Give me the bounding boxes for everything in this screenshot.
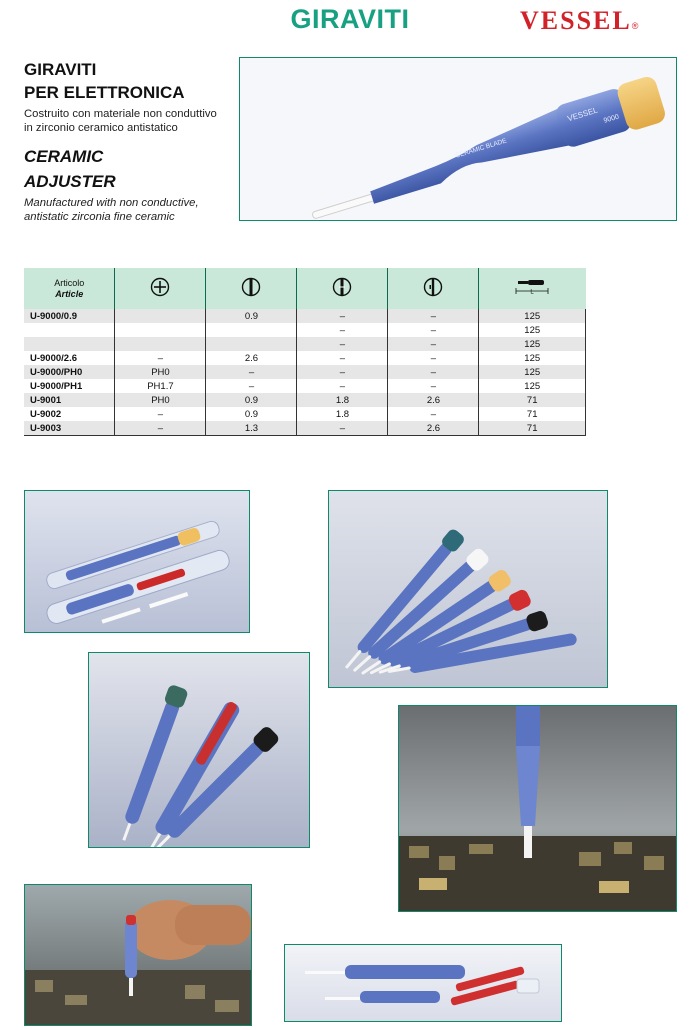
cell-slotted: – bbox=[206, 379, 297, 393]
cell-slotted: 1.3 bbox=[206, 421, 297, 436]
cell-phillips: PH1.7 bbox=[115, 379, 206, 393]
cell-phillips: – bbox=[115, 407, 206, 421]
cell-slotted bbox=[206, 323, 297, 337]
cell-article: U-9000/2.6 bbox=[24, 351, 115, 365]
length-column-header bbox=[479, 268, 586, 309]
product-photo-fan bbox=[328, 490, 608, 688]
cell-length: 125 bbox=[479, 337, 586, 351]
cell-slotted: – bbox=[206, 365, 297, 379]
phillips-column-header bbox=[115, 268, 206, 309]
handle-model-text: 9000 bbox=[602, 113, 620, 125]
cell-slotted-narrow: – bbox=[297, 323, 388, 337]
cell-slotted-thin: 2.6 bbox=[388, 421, 479, 436]
cell-phillips: – bbox=[115, 351, 206, 365]
cell-slotted-narrow: – bbox=[297, 421, 388, 436]
brand-name: VESSEL bbox=[520, 6, 632, 35]
cell-phillips: PH0 bbox=[115, 393, 206, 407]
description-english-line1: Manufactured with non conductive, bbox=[24, 197, 199, 209]
hero-product-photo bbox=[239, 57, 677, 221]
table-row bbox=[24, 365, 586, 379]
cell-slotted-narrow: – bbox=[297, 365, 388, 379]
cell-length: 125 bbox=[479, 323, 586, 337]
table-row bbox=[24, 379, 586, 393]
cell-slotted-thin: – bbox=[388, 323, 479, 337]
cell-slotted-thin: 2.6 bbox=[388, 393, 479, 407]
product-photo-three bbox=[88, 652, 310, 848]
cell-length: 125 bbox=[479, 379, 586, 393]
screwdriver-kit-illustration bbox=[285, 945, 561, 1021]
cell-slotted: 2.6 bbox=[206, 351, 297, 365]
table-row bbox=[24, 323, 586, 337]
three-screwdrivers-illustration bbox=[89, 653, 309, 847]
cell-article bbox=[24, 337, 115, 351]
screwdrivers-in-tubes-illustration bbox=[25, 491, 249, 632]
cell-article: U-9000/PH0 bbox=[24, 365, 115, 379]
hand-holding-screwdriver-illustration bbox=[25, 885, 251, 1025]
cell-slotted-narrow: – bbox=[297, 309, 388, 323]
slotted-narrow-tip-icon bbox=[332, 277, 352, 297]
slotted-thin-column-header bbox=[388, 268, 479, 309]
table-row bbox=[24, 337, 586, 351]
cell-slotted-thin: – bbox=[388, 351, 479, 365]
cell-article: U-9002 bbox=[24, 407, 115, 421]
product-photo-circuit-board bbox=[398, 705, 677, 912]
cell-slotted-narrow: – bbox=[297, 337, 388, 351]
description-italian-line1: Costruito con materiale non conduttivo bbox=[24, 108, 217, 120]
product-photo-tubes bbox=[24, 490, 250, 633]
length-label: L bbox=[530, 289, 535, 296]
page-title: GIRAVITI bbox=[290, 4, 410, 34]
ceramic-screwdriver-illustration bbox=[240, 58, 676, 220]
table-row bbox=[24, 393, 586, 407]
cell-slotted-narrow: – bbox=[297, 379, 388, 393]
article-header-it: Articolo bbox=[54, 277, 85, 288]
cell-phillips: PH0 bbox=[115, 365, 206, 379]
cell-phillips bbox=[115, 337, 206, 351]
product-photo-hand bbox=[24, 884, 252, 1026]
cell-slotted: 0.9 bbox=[206, 393, 297, 407]
table-row bbox=[24, 309, 586, 323]
cell-slotted: 0.9 bbox=[206, 309, 297, 323]
handle-brand-text: VESSEL bbox=[566, 105, 599, 124]
cell-slotted bbox=[206, 337, 297, 351]
cell-length: 71 bbox=[479, 393, 586, 407]
title-italian-line2: PER ELETTRONICA bbox=[24, 83, 185, 102]
cell-length: 125 bbox=[479, 309, 586, 323]
cell-phillips: – bbox=[115, 421, 206, 436]
circuit-board-illustration bbox=[399, 706, 676, 911]
product-photo-set-flat bbox=[284, 944, 562, 1022]
cell-slotted-thin: – bbox=[388, 337, 479, 351]
cell-length: 71 bbox=[479, 407, 586, 421]
slotted-tip-icon bbox=[241, 277, 261, 297]
cell-length: 71 bbox=[479, 421, 586, 436]
cell-slotted-narrow: 1.8 bbox=[297, 407, 388, 421]
slotted-column-header bbox=[206, 268, 297, 309]
cell-slotted-thin: – bbox=[388, 309, 479, 323]
cell-article bbox=[24, 323, 115, 337]
title-italian-line1: GIRAVITI bbox=[24, 60, 97, 79]
cell-phillips bbox=[115, 309, 206, 323]
brand-logo bbox=[520, 6, 638, 36]
title-english-line2: ADJUSTER bbox=[24, 172, 116, 191]
table-row bbox=[24, 407, 586, 421]
cell-slotted-thin: – bbox=[388, 379, 479, 393]
cell-article: U-9000/PH1 bbox=[24, 379, 115, 393]
cell-article: U-9001 bbox=[24, 393, 115, 407]
description-english-line2: antistatic zirconia fine ceramic bbox=[24, 211, 175, 223]
cell-slotted-narrow: – bbox=[297, 351, 388, 365]
spec-table-body bbox=[24, 309, 586, 436]
phillips-tip-icon bbox=[150, 277, 170, 297]
handle-label-text: CERAMIC BLADE bbox=[454, 137, 508, 160]
table-row bbox=[24, 351, 586, 365]
title-english-line1: CERAMIC bbox=[24, 147, 104, 166]
description-italian-line2: in zirconio ceramico antistatico bbox=[24, 122, 178, 134]
cell-length: 125 bbox=[479, 365, 586, 379]
cell-slotted-thin: – bbox=[388, 407, 479, 421]
table-header-row bbox=[24, 268, 586, 309]
cell-phillips bbox=[115, 323, 206, 337]
cell-slotted-thin: – bbox=[388, 365, 479, 379]
cell-length: 125 bbox=[479, 351, 586, 365]
cell-slotted-narrow: 1.8 bbox=[297, 393, 388, 407]
spec-table bbox=[24, 268, 586, 436]
length-icon bbox=[512, 277, 552, 297]
slotted-thin-tip-icon bbox=[423, 277, 443, 297]
article-column-header bbox=[24, 268, 115, 309]
cell-article: U-9003 bbox=[24, 421, 115, 436]
screwdriver-set-illustration bbox=[329, 491, 607, 687]
slotted-narrow-column-header bbox=[297, 268, 388, 309]
cell-article: U-9000/0.9 bbox=[24, 309, 115, 323]
cell-slotted: 0.9 bbox=[206, 407, 297, 421]
registered-mark: ® bbox=[631, 21, 639, 31]
article-header-en: Article bbox=[55, 288, 84, 299]
table-row bbox=[24, 421, 586, 436]
